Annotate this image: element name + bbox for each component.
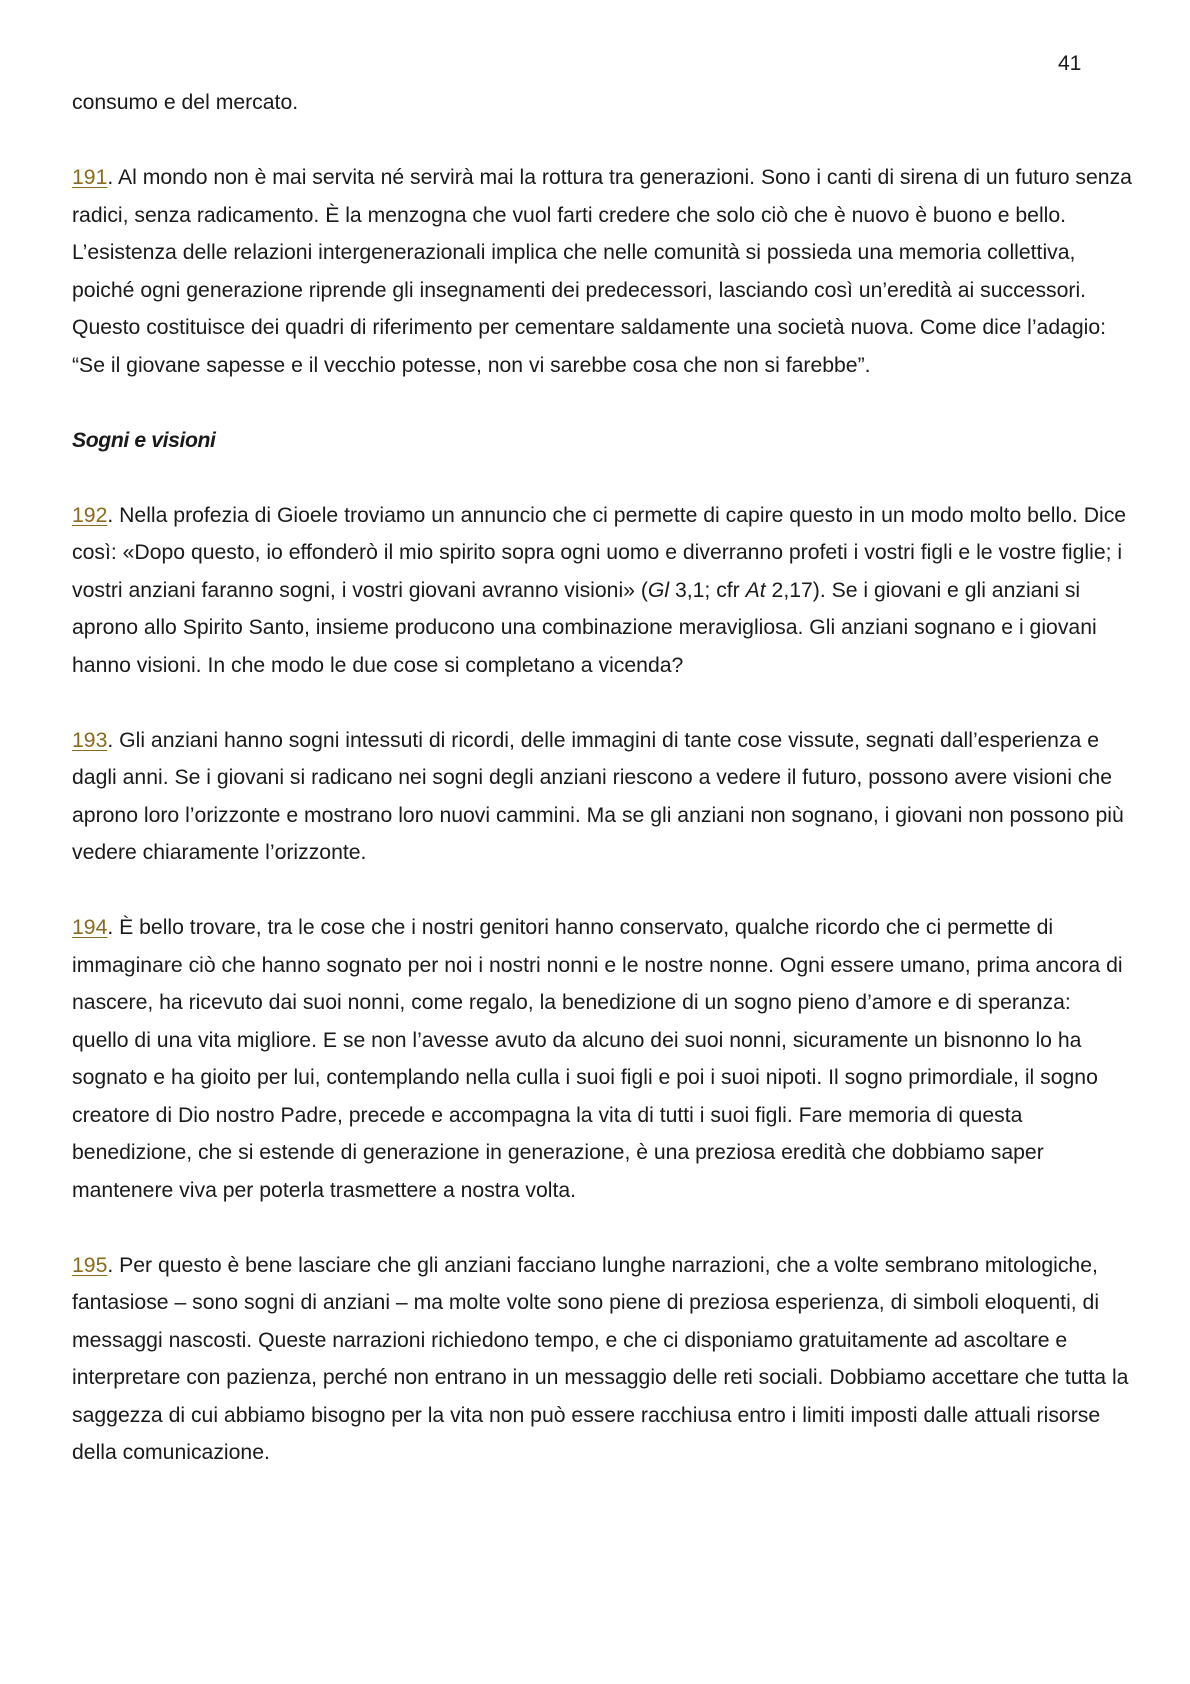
- paragraph-192-link[interactable]: 192: [72, 503, 108, 527]
- paragraph-195-link[interactable]: 195: [72, 1253, 108, 1277]
- paragraph-192-text-a: . Nella profezia di Gioele troviamo un annuncio che ci permette di capire questo in un modo molto bello. Dice così: «Dopo questo, io effonderò il mio spirito sopra ogni uomo e diverranno profeti i vostri figli e le vostre figlie; i vostri anziani faranno sogni, i vostri giovani avranno visioni» (: [72, 503, 1127, 602]
- paragraph-195-text: . Per questo è bene lasciare che gli anziani facciano lunghe narrazioni, che a volte sembrano mitologiche, fantasiose – sono sogni di anziani – ma molte volte sono piene di preziosa esperienza, di simboli eloquenti, di messaggi nascosti. Queste narrazioni richiedono tempo, e che ci disponiamo gratuitamente ad ascoltare e interpretare con pazienza, perché non entrano in un messaggio delle reti sociali. Dobbiamo accettare che tutta la saggezza di cui abbiamo bisogno per la vita non può essere racchiusa entro i limiti imposti dalle attuali risorse della comunicazione.: [72, 1253, 1129, 1464]
- paragraph-193-link[interactable]: 193: [72, 728, 108, 752]
- document-body: [72, 84, 1132, 1509]
- paragraph-192-text-c: 2,17). Se i giovani e gli anziani si aprono allo Spirito Santo, insieme producono una combinazione meravigliosa. Gli anziani sognano e i giovani hanno visioni. In che modo le due cose si completano a vicenda?: [72, 578, 1097, 677]
- paragraph-194-link[interactable]: 194: [72, 916, 108, 939]
- paragraph-193: [72, 722, 1132, 872]
- paragraph-194-text: . È bello trovare, tra le cose che i nostri genitori hanno conservato, qualche ricordo che ci permette di immaginare ciò che hanno sognato per noi i nostri nonni e le nostre nonne. Ogni essere umano, prima ancora di nascere, ha ricevuto dai suoi nonni, come regalo, la benedizione di un sogno pieno d’amore e di speranza: quello di una vita migliore. E se non l’avesse avuto da alcuno dei suoi nonni, sicuramente un bisnonno lo ha sognato e ha gioito per lui, contemplando nella culla i suoi figli e poi i suoi nipoti. Il sogno primordiale, il sogno creatore di Dio nostro Padre, precede e accompagna la vita di tutti i suoi figli. Fare memoria di questa benedizione, che si estende di generazione in generazione, è una preziosa eredità che dobbiamo saper mantenere viva per poterla trasmettere a nostra volta.: [72, 916, 1123, 1202]
- page-number: 41: [1058, 52, 1082, 75]
- paragraph-192: [72, 497, 1132, 685]
- paragraph-194: [72, 909, 1132, 1209]
- paragraph-191-text: . Al mondo non è mai servita né servirà mai la rottura tra generazioni. Sono i canti di sirena di un futuro senza radici, senza radicamento. È la menzogna che vuol farti credere che solo ciò che è nuovo è buono e bello. L’esistenza delle relazioni intergenerazionali implica che nelle comunità si possieda una memoria collettiva, poiché ogni generazione riprende gli insegnamenti dei predecessori, lasciando così un’eredità ai successori. Questo costituisce dei quadri di riferimento per cementare saldamente una società nuova. Come dice l’adagio: “Se il giovane sapesse e il vecchio potesse, non vi sarebbe cosa che non si farebbe”.: [72, 166, 1132, 377]
- paragraph-193-text: . Gli anziani hanno sogni intessuti di ricordi, delle immagini di tante cose vissute, segnati dall’esperienza e dagli anni. Se i giovani si radicano nei sogni degli anziani riescono a vedere il futuro, possono avere visioni che aprono loro l’orizzonte e mostrano loro nuovi cammini. Ma se gli anziani non sognano, i giovani non possono più vedere chiaramente l’orizzonte.: [72, 728, 1124, 864]
- paragraph-191-link[interactable]: 191: [72, 166, 108, 189]
- paragraph-191: [72, 159, 1132, 384]
- continuation-text: consumo e del mercato.: [72, 91, 299, 114]
- reference-gl: Gl: [647, 578, 670, 602]
- section-heading: Sogni e visioni: [72, 428, 216, 452]
- reference-at: At: [745, 578, 766, 602]
- paragraph-195: [72, 1247, 1132, 1472]
- paragraph-192-text-b: 3,1; cfr: [669, 578, 746, 602]
